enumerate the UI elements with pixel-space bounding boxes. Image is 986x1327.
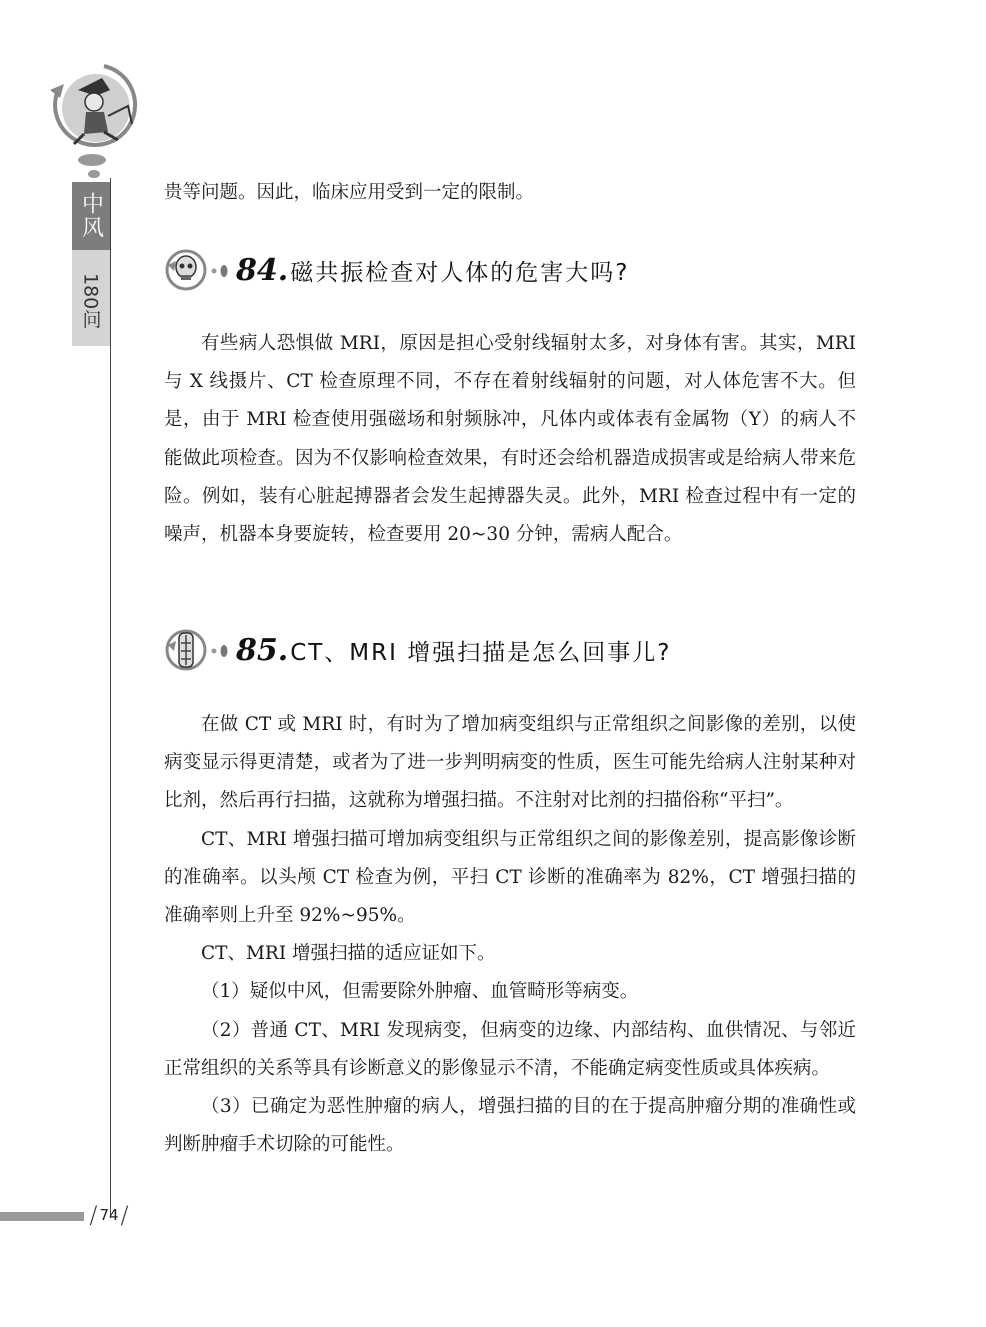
paragraph: CT、MRI 增强扫描的适应证如下。 xyxy=(201,943,496,965)
list-item: （3）已确定为恶性肿瘤的病人，增强扫描的目的在于提高肿瘤分期的准确性或判断肿瘤手术切除的可能性。 xyxy=(164,1096,856,1156)
skull-icon xyxy=(164,245,208,295)
book-subtitle: 180问 xyxy=(79,273,102,329)
margin-rule xyxy=(110,178,111,1218)
book-side-tab xyxy=(72,182,110,346)
spine-scan-icon xyxy=(164,625,208,675)
page-number: / 74 / xyxy=(89,1201,129,1229)
intro-line: 贵等问题。因此，临床应用受到一定的限制。 xyxy=(164,182,535,203)
page-number-value: 74 xyxy=(99,1206,119,1224)
page-number-bar xyxy=(0,1212,84,1221)
section-85-number: 85. xyxy=(236,632,289,668)
section-84-number: 84. xyxy=(236,252,289,288)
heading-dots-icon xyxy=(208,245,234,295)
heading-dots-icon xyxy=(208,625,234,675)
section-84-heading xyxy=(164,245,864,295)
book-title: 中风 xyxy=(72,182,110,250)
intro-text xyxy=(164,174,856,212)
section-85-heading xyxy=(164,625,864,675)
section-84-body xyxy=(164,325,856,554)
section-84-title: 磁共振检查对人体的危害大吗? xyxy=(290,259,630,286)
paragraph: 有些病人恐惧做 MRI，原因是担心受射线辐射太多，对身体有害。其实，MRI 与 X 线摄片、CT 检查原理不同，不存在着射线辐射的问题，对人体危害不大。但是，由于 MRI 检查使用强磁场和射频脉冲，凡体内或体表有金属物（Y）的病人不能做此项检查。因为不仅影响检查效果，有时还会给机器造成损害或是给病人带来危险。例如，装有心脏起搏器者会发生起搏器失灵。此外，MRI 检查过程中有一定的噪声，机器本身要旋转，检查要用 20~30 分钟，需病人配合。 xyxy=(164,333,856,546)
paragraph: CT、MRI 增强扫描可增加病变组织与正常组织之间的影像差别，提高影像诊断的准确率。以头颅 CT 检查为例，平扫 CT 诊断的准确率为 82%，CT 增强扫描的准确率则上升至 92%~95%。 xyxy=(164,828,856,927)
list-item: （2）普通 CT、MRI 发现病变，但病变的边缘、内部结构、血供情况、与邻近正常组织的关系等具有诊断意义的影像显示不清，不能确定病变性质或具体疾病。 xyxy=(164,1019,856,1079)
section-85-title: CT、MRI 增强扫描是怎么回事儿? xyxy=(290,639,672,666)
section-85-body xyxy=(164,706,856,1164)
list-item: （1）疑似中风，但需要除外肿瘤、血管畸形等病变。 xyxy=(201,981,639,1003)
mascot-illustration xyxy=(44,60,140,180)
paragraph: 在做 CT 或 MRI 时，有时为了增加病变组织与正常组织之间影像的差别，以使病变显示得更清楚，或者为了进一步判明病变的性质，医生可能先给病人注射某种对比剂，然后再行扫描，这就称为增强扫描。不注射对比剂的扫描俗称“平扫”。 xyxy=(164,714,856,812)
